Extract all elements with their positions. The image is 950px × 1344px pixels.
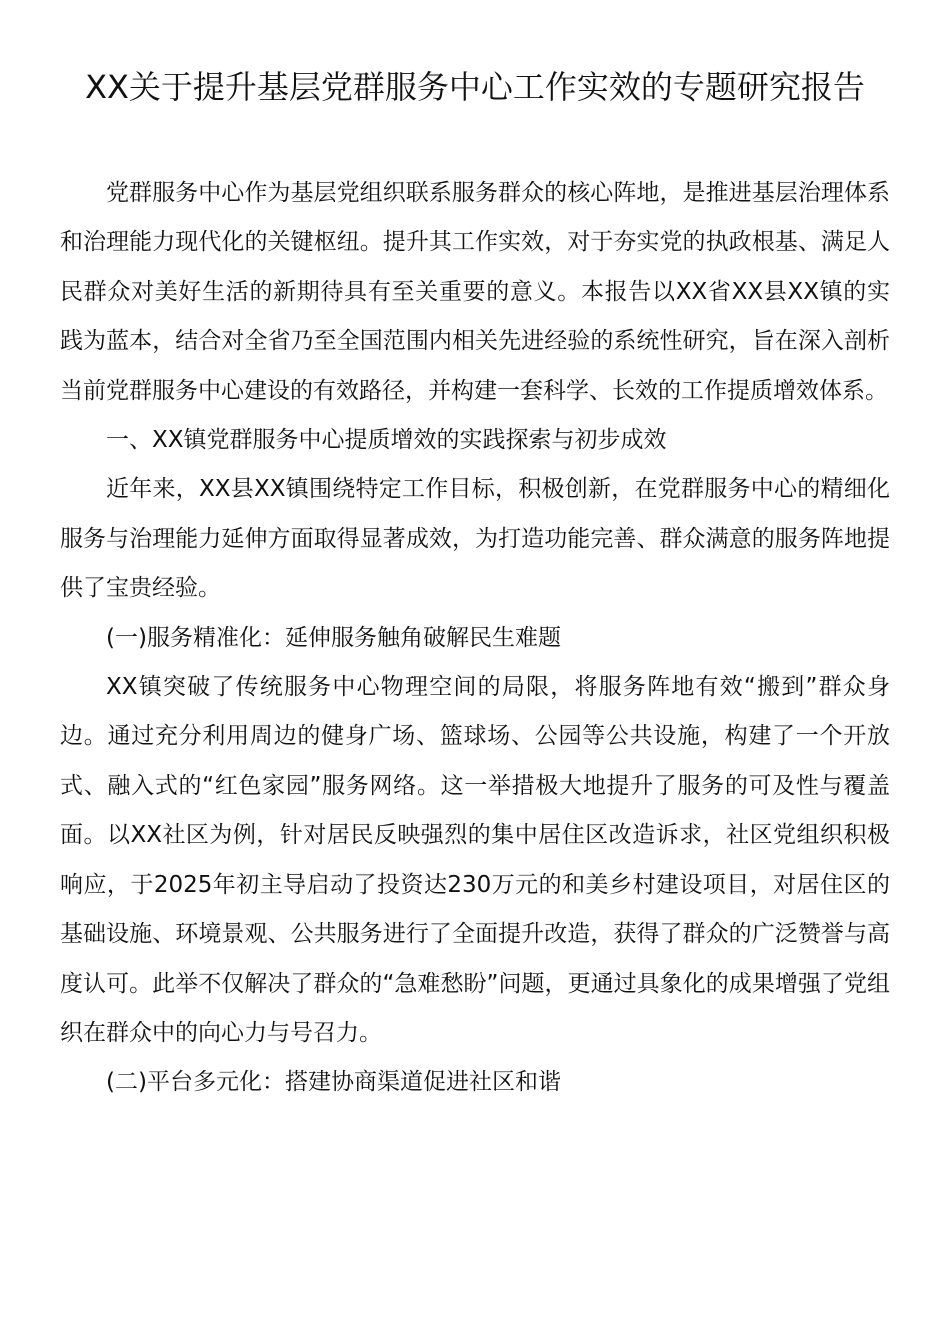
document-body: [60, 169, 890, 1108]
intro-paragraph: 党群服务中心作为基层党组织联系服务群众的核心阵地，是推进基层治理体系和治理能力现代化的关键枢纽。提升其工作实效，对于夯实党的执政根基、满足人民群众对美好生活的新期待具有至关重要的意义。本报告以XX省XX县XX镇的实践为蓝本，结合对全省乃至全国范围内相关先进经验的系统性研究，旨在深入剖析当前党群服务中心建设的有效路径，并构建一套科学、长效的工作提质增效体系。: [60, 180, 890, 404]
subsection-heading-2: (二)平台多元化：搭建协商渠道促进社区和谐: [106, 1069, 561, 1096]
section-1-paragraph: 近年来，XX县XX镇围绕特定工作目标，积极创新，在党群服务中心的精细化服务与治理能力延伸方面取得显著成效，为打造功能完善、群众满意的服务阵地提供了宝贵经验。: [60, 476, 890, 602]
section-heading-1: 一、XX镇党群服务中心提质增效的实践探索与初步成效: [106, 427, 667, 454]
subsection-1-paragraph: XX镇突破了传统服务中心物理空间的局限，将服务阵地有效“搬到”群众身边。通过充分利用周边的健身广场、篮球场、公园等公共设施，构建了一个开放式、融入式的“红色家园”服务网络。这一举措极大地提升了服务的可及性与覆盖面。以XX社区为例，针对居民反映强烈的集中居住区改造诉求，社区党组织积极响应，于2025年初主导启动了投资达230万元的和美乡村建设项目，对居住区的基础设施、环境景观、公共服务进行了全面提升改造，获得了群众的广泛赞誉与高度认可。此举不仅解决了群众的“急难愁盼”问题，更通过具象化的成果增强了党组织在群众中的向心力与号召力。: [60, 674, 890, 1046]
document-title: XX关于提升基层党群服务中心工作实效的专题研究报告: [85, 68, 865, 106]
subsection-heading-1: (一)服务精准化：延伸服务触角破解民生难题: [106, 624, 561, 651]
